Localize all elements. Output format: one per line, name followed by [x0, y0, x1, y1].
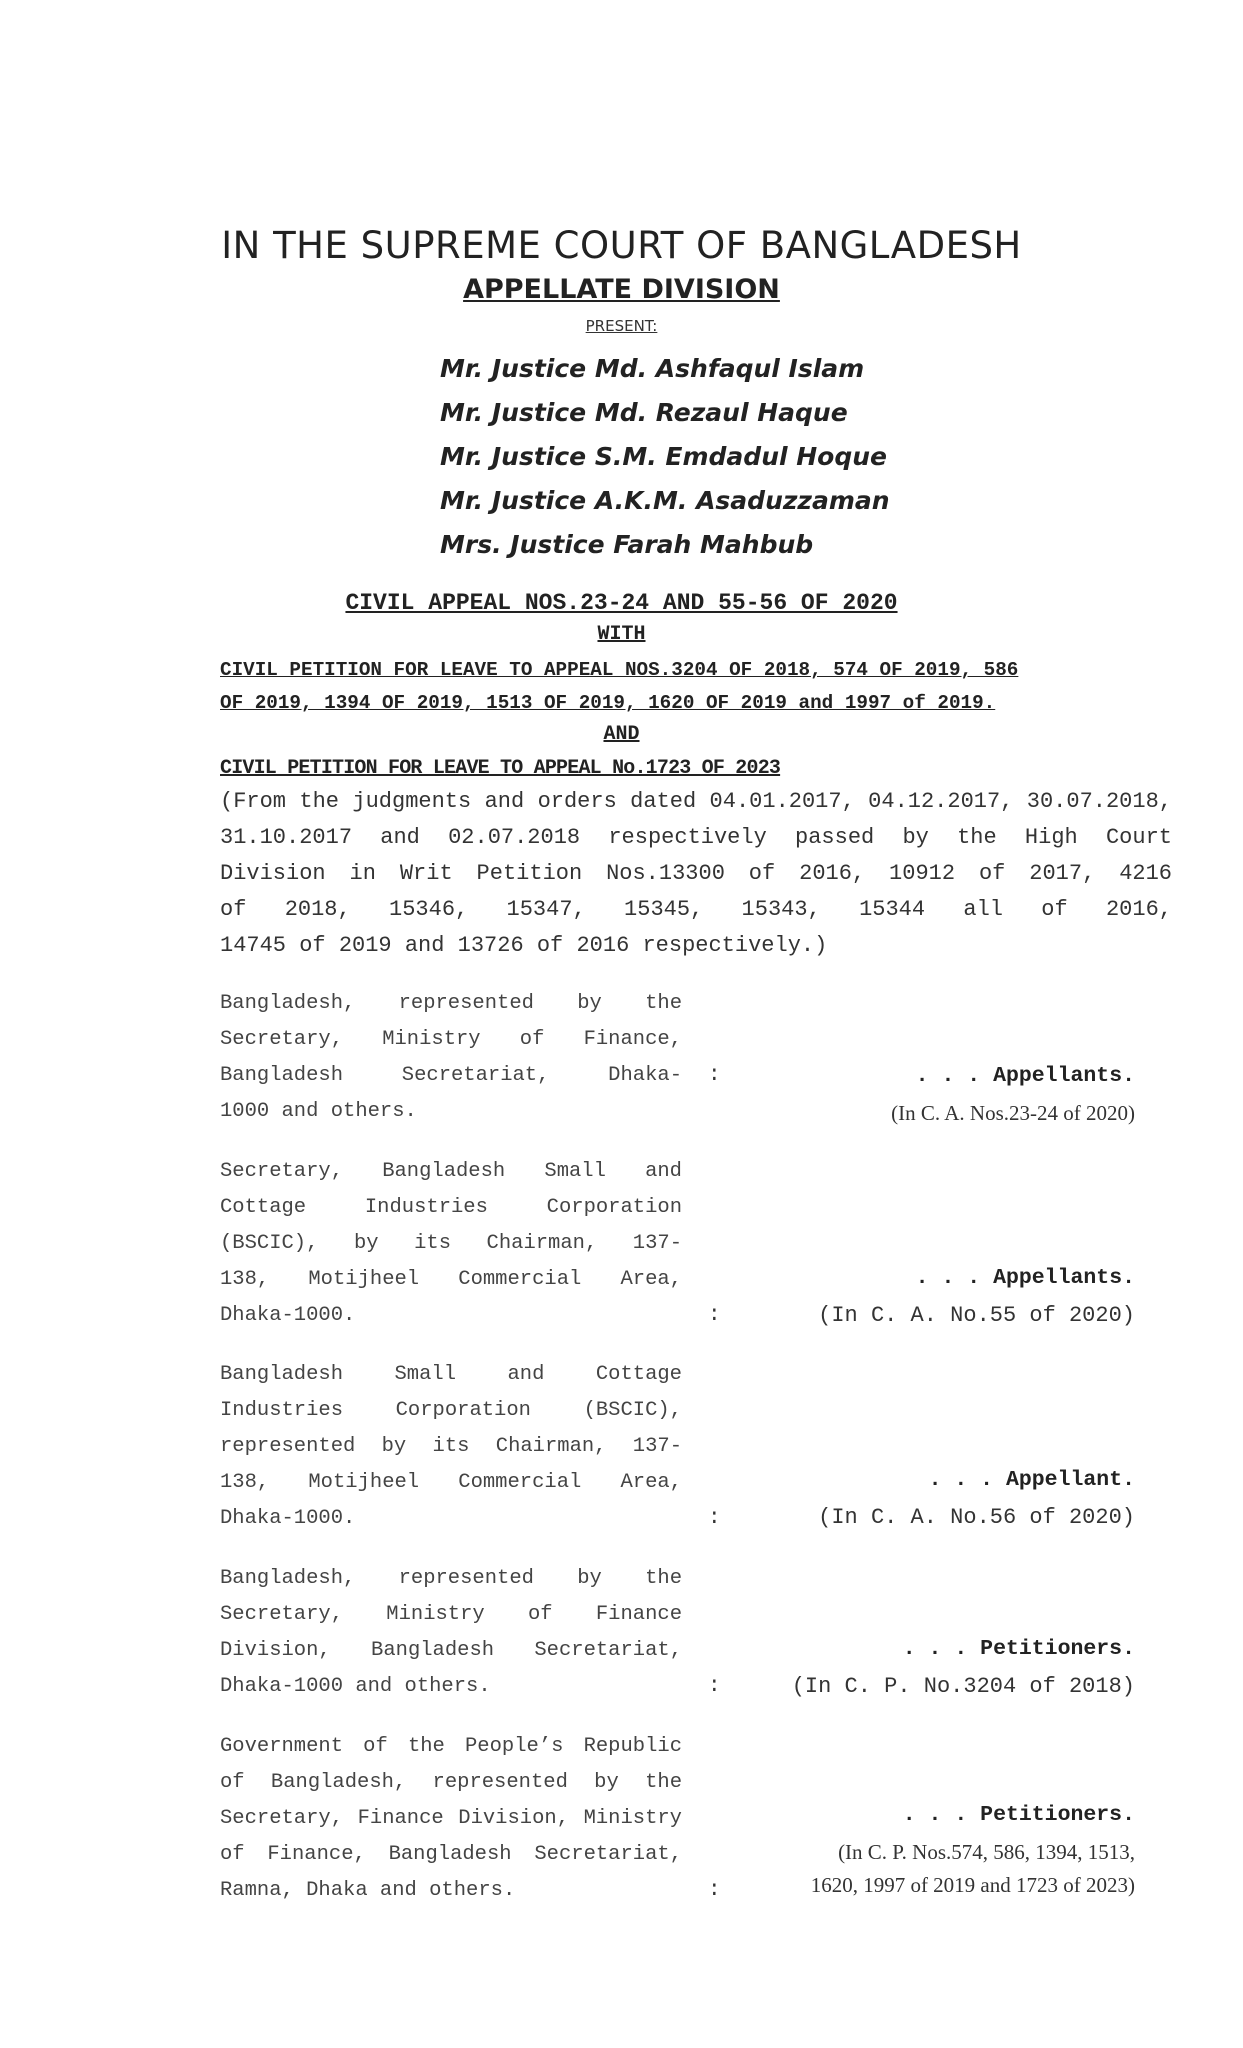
and-label: AND	[603, 723, 640, 746]
party-2-line: Cottage Industries Corporation	[220, 1196, 682, 1219]
party-3-line: represented by its Chairman, 137-	[220, 1435, 682, 1458]
party-5-case-note: (In C. P. Nos.574, 586, 1394, 1513,	[838, 1840, 1135, 1864]
petitions-line: OF 2019, 1394 OF 2019, 1513 OF 2019, 1620 OF 2019 and 1997 of 2019.	[220, 692, 996, 714]
party-4-line: Dhaka-1000 and others.	[220, 1675, 491, 1698]
party-4-colon: :	[708, 1675, 721, 1698]
party-3-line: Dhaka-1000.	[220, 1507, 356, 1530]
party-3-colon: :	[708, 1507, 721, 1530]
party-5-line: of Bangladesh, represented by the	[220, 1771, 682, 1794]
present-label: PRESENT:	[585, 317, 658, 335]
party-1-line: Bangladesh, represented by the	[220, 992, 682, 1015]
party-1-line: 1000 and others.	[220, 1100, 417, 1123]
party-2-case-note: (In C. A. No.55 of 2020)	[818, 1303, 1135, 1328]
bench-justice: Mr. Justice Md. Ashfaqul Islam	[440, 354, 865, 383]
civil-appeal-text: CIVIL APPEAL NOS.23-24 AND 55-56 OF 2020	[345, 590, 898, 616]
from-judgment-line: (From the judgments and orders dated 04.01.2017, 04.12.2017, 30.07.2018,	[220, 789, 1172, 814]
party-5-line: of Finance, Bangladesh Secretariat,	[220, 1843, 682, 1866]
party-1-line: Secretary, Ministry of Finance,	[220, 1028, 682, 1051]
court-title: IN THE SUPREME COURT OF BANGLADESH	[221, 224, 1022, 267]
with-label: WITH	[597, 623, 646, 646]
from-judgment-line: of 2018, 15346, 15347, 15345, 15343, 15344 all of 2016,	[220, 897, 1172, 922]
party-5-colon: :	[708, 1879, 721, 1902]
party-5-role: . . . Petitioners.	[902, 1803, 1135, 1827]
party-4-line: Division, Bangladesh Secretariat,	[220, 1639, 682, 1662]
party-4-case-note: (In C. P. No.3204 of 2018)	[791, 1674, 1135, 1699]
party-3-line: 138, Motijheel Commercial Area,	[220, 1471, 682, 1494]
party-1-colon: :	[708, 1064, 721, 1087]
party-2-line: 138, Motijheel Commercial Area,	[220, 1268, 682, 1291]
party-2-role: . . . Appellants.	[915, 1266, 1135, 1290]
party-5-case-note: 1620, 1997 of 2019 and 1723 of 2023)	[810, 1873, 1135, 1897]
from-judgment-line: 31.10.2017 and 02.07.2018 respectively passed by the High Court	[220, 825, 1172, 850]
party-2-line: Dhaka-1000.	[220, 1304, 356, 1327]
party-2-colon: :	[708, 1304, 721, 1327]
petitions-line: CIVIL PETITION FOR LEAVE TO APPEAL NOS.3204 OF 2018, 574 OF 2019, 586	[220, 659, 1019, 681]
from-judgment-line: Division in Writ Petition Nos.13300 of 2016, 10912 of 2017, 4216	[220, 861, 1172, 886]
party-5-line: Ramna, Dhaka and others.	[220, 1879, 516, 1902]
party-2-line: (BSCIC), by its Chairman, 137-	[220, 1232, 682, 1255]
party-4-line: Bangladesh, represented by the	[220, 1567, 682, 1590]
party-5-line: Secretary, Finance Division, Ministry	[220, 1807, 682, 1830]
party-4-role: . . . Petitioners.	[902, 1637, 1135, 1661]
division-title: APPELLATE DIVISION	[463, 274, 780, 305]
from-judgment-line: 14745 of 2019 and 13726 of 2016 respectively.)	[220, 933, 828, 958]
bench-justice: Mr. Justice A.K.M. Asaduzzaman	[440, 486, 890, 515]
party-3-role: . . . Appellant.	[928, 1468, 1135, 1492]
bench-justice: Mr. Justice S.M. Emdadul Hoque	[440, 442, 888, 471]
bench-justice: Mr. Justice Md. Rezaul Haque	[440, 398, 848, 427]
party-4-line: Secretary, Ministry of Finance	[220, 1603, 682, 1626]
bench-justice: Mrs. Justice Farah Mahbub	[440, 530, 814, 559]
party-1-line: Bangladesh Secretariat, Dhaka-	[220, 1064, 682, 1087]
party-3-case-note: (In C. A. No.56 of 2020)	[818, 1505, 1135, 1530]
petition-1723-title: CIVIL PETITION FOR LEAVE TO APPEAL No.1723 OF 2023	[220, 757, 781, 780]
party-2-line: Secretary, Bangladesh Small and	[220, 1160, 682, 1183]
party-1-role: . . . Appellants.	[915, 1064, 1135, 1088]
party-5-line: Government of the People’s Republic	[220, 1735, 682, 1758]
party-3-line: Industries Corporation (BSCIC),	[220, 1399, 682, 1422]
party-3-line: Bangladesh Small and Cottage	[220, 1363, 682, 1386]
civil-appeal-title	[0, 590, 1243, 616]
party-1-case-note: (In C. A. Nos.23-24 of 2020)	[891, 1101, 1135, 1125]
